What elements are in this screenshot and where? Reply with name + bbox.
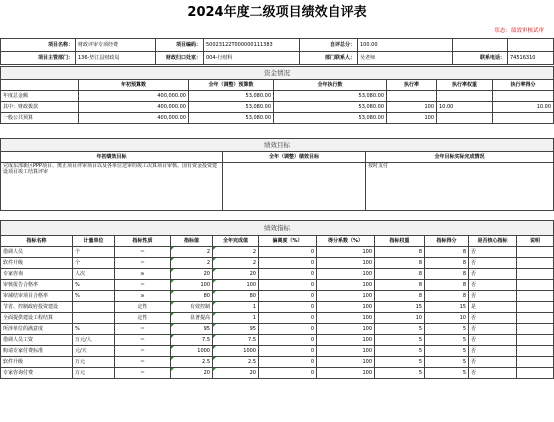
funds-cell: 100 bbox=[387, 102, 437, 113]
indicator-deviation: 0 bbox=[259, 368, 317, 379]
indicator-unit: 个 bbox=[73, 258, 115, 269]
indicator-core: 否 bbox=[469, 269, 517, 280]
indicator-unit: % bbox=[73, 291, 115, 302]
indicator-weight: 8 bbox=[375, 258, 425, 269]
indicator-header: 指标得分 bbox=[425, 236, 469, 247]
indicator-actual: 2 bbox=[213, 258, 259, 269]
indicator-header: 是否核心指标 bbox=[469, 236, 517, 247]
indicator-deviation: 0 bbox=[259, 324, 317, 335]
indicator-weight: 10 bbox=[375, 313, 425, 324]
indicator-deviation: 0 bbox=[259, 247, 317, 258]
indicator-actual: 100 bbox=[213, 280, 259, 291]
indicator-coef: 100 bbox=[317, 302, 375, 313]
indicator-actual: 7.5 bbox=[213, 335, 259, 346]
funds-cell: 400,000.00 bbox=[79, 102, 189, 113]
funds-cell bbox=[493, 113, 554, 124]
indicator-unit bbox=[73, 302, 115, 313]
table-row bbox=[1, 302, 554, 313]
table-row bbox=[1, 269, 554, 280]
adjusted-goal-text bbox=[223, 163, 366, 211]
indicators-section-title: 绩效指标 bbox=[1, 221, 554, 236]
info-table bbox=[0, 38, 554, 65]
indicator-value: 95 bbox=[171, 324, 213, 335]
contact-person-value: 吴老师 bbox=[358, 52, 453, 65]
indicator-weight: 5 bbox=[375, 346, 425, 357]
funds-header: 全年（调整）预算数 bbox=[189, 80, 274, 91]
table-row bbox=[1, 247, 554, 258]
indicator-score: 10 bbox=[425, 313, 469, 324]
indicator-core: 否 bbox=[469, 324, 517, 335]
funds-cell: 53,080.00 bbox=[189, 102, 274, 113]
funds-cell: 53,080.00 bbox=[274, 113, 387, 124]
indicator-header: 计量单位 bbox=[73, 236, 115, 247]
indicator-deviation: 0 bbox=[259, 357, 317, 368]
indicator-coef: 100 bbox=[317, 357, 375, 368]
indicator-score: 8 bbox=[425, 280, 469, 291]
funds-header: 年初预算数 bbox=[79, 80, 189, 91]
indicator-nature: ＝ bbox=[115, 247, 171, 258]
funds-header: 执行率得分 bbox=[493, 80, 554, 91]
indicator-score: 8 bbox=[425, 247, 469, 258]
funds-header: 执行率 bbox=[387, 80, 437, 91]
funds-cell: 53,080.00 bbox=[189, 91, 274, 102]
indicator-actual: 2.5 bbox=[213, 357, 259, 368]
indicator-weight: 8 bbox=[375, 280, 425, 291]
indicator-deviation: 0 bbox=[259, 346, 317, 357]
indicator-unit: 万元/人 bbox=[73, 335, 115, 346]
self-eval-score-label: 自评总分： bbox=[300, 39, 358, 52]
indicator-value: 20 bbox=[171, 269, 213, 280]
indicator-deviation: 0 bbox=[259, 313, 317, 324]
indicator-score: 5 bbox=[425, 368, 469, 379]
project-code-label: 项目编码： bbox=[156, 39, 204, 52]
funds-cell: 10.00 bbox=[493, 102, 554, 113]
indicator-deviation: 0 bbox=[259, 302, 317, 313]
indicator-name: 全面提供建设工程结算 bbox=[1, 313, 73, 324]
table-row bbox=[1, 258, 554, 269]
funds-cell bbox=[387, 91, 437, 102]
indicator-actual: 20 bbox=[213, 269, 259, 280]
indicator-note bbox=[517, 324, 554, 335]
indicator-weight: 5 bbox=[375, 368, 425, 379]
indicator-core: 否 bbox=[469, 258, 517, 269]
indicator-name: 节省、控制政府投资建设 bbox=[1, 302, 73, 313]
indicator-core: 否 bbox=[469, 291, 517, 302]
indicator-coef: 100 bbox=[317, 269, 375, 280]
indicator-score: 8 bbox=[425, 269, 469, 280]
funds-row-label: 其中：财政拨款 bbox=[1, 102, 79, 113]
indicator-actual: 1000 bbox=[213, 346, 259, 357]
goals-header: 全年（调整）绩效目标 bbox=[223, 152, 366, 163]
table-row bbox=[1, 324, 554, 335]
goals-header: 全年目标实际完成情况 bbox=[366, 152, 554, 163]
funds-row-label: 一般公共预算 bbox=[1, 113, 79, 124]
indicator-unit: % bbox=[73, 280, 115, 291]
indicator-value: 显著提高 bbox=[171, 313, 213, 324]
indicator-name: 借调人员 bbox=[1, 247, 73, 258]
indicator-unit: % bbox=[73, 324, 115, 335]
indicator-score: 5 bbox=[425, 357, 469, 368]
page-title: 2024年度二级项目绩效自评表 bbox=[187, 5, 367, 20]
indicator-name: 软件升级 bbox=[1, 258, 73, 269]
funds-cell bbox=[437, 113, 493, 124]
status-label: 状态：绩效审核试审 bbox=[494, 28, 544, 34]
indicator-coef: 100 bbox=[317, 368, 375, 379]
indicator-value: 1000 bbox=[171, 346, 213, 357]
indicator-unit: 人次 bbox=[73, 269, 115, 280]
indicator-note bbox=[517, 335, 554, 346]
indicator-unit: 万元 bbox=[73, 357, 115, 368]
indicator-header: 得分系数（%） bbox=[317, 236, 375, 247]
indicator-value: 2 bbox=[171, 247, 213, 258]
indicator-value: 100 bbox=[171, 280, 213, 291]
indicator-weight: 5 bbox=[375, 324, 425, 335]
indicator-note bbox=[517, 269, 554, 280]
funds-cell bbox=[493, 91, 554, 102]
table-row bbox=[1, 335, 554, 346]
indicator-unit: 万元 bbox=[73, 368, 115, 379]
indicator-note bbox=[517, 357, 554, 368]
indicator-nature: ＝ bbox=[115, 324, 171, 335]
indicator-value: 2.5 bbox=[171, 357, 213, 368]
indicator-score: 5 bbox=[425, 346, 469, 357]
indicator-note bbox=[517, 313, 554, 324]
indicator-deviation: 0 bbox=[259, 258, 317, 269]
table-row bbox=[1, 368, 554, 379]
indicator-nature: ≥ bbox=[115, 291, 171, 302]
supervisor-dept-label: 项目主管部门： bbox=[1, 52, 76, 65]
funds-cell: 53,080.00 bbox=[274, 91, 387, 102]
supervisor-dept-value: 136-垫江县财政局 bbox=[76, 52, 156, 65]
indicator-note bbox=[517, 291, 554, 302]
contact-person-label: 部门联系人： bbox=[300, 52, 358, 65]
funds-cell: 10.00 bbox=[437, 102, 493, 113]
funds-cell: 100 bbox=[387, 113, 437, 124]
indicator-actual: 95 bbox=[213, 324, 259, 335]
indicator-coef: 100 bbox=[317, 247, 375, 258]
indicator-deviation: 0 bbox=[259, 280, 317, 291]
indicator-header: 指标值 bbox=[171, 236, 213, 247]
indicator-score: 8 bbox=[425, 291, 469, 302]
indicator-header: 指标权重 bbox=[375, 236, 425, 247]
indicator-actual: 20 bbox=[213, 368, 259, 379]
indicator-name: 软件升级 bbox=[1, 357, 73, 368]
funds-header-empty bbox=[1, 80, 79, 91]
project-name-label: 项目名称： bbox=[1, 39, 76, 52]
indicator-header: 指标名称 bbox=[1, 236, 73, 247]
indicator-coef: 100 bbox=[317, 346, 375, 357]
project-name-value: 财政评审专项经费 bbox=[76, 39, 156, 52]
table-row bbox=[1, 280, 554, 291]
indicator-coef: 100 bbox=[317, 335, 375, 346]
phone-value: 74516310 bbox=[508, 52, 554, 65]
table-row bbox=[1, 291, 554, 302]
indicator-nature: ＝ bbox=[115, 280, 171, 291]
indicator-note bbox=[517, 302, 554, 313]
funds-cell: 53,080.00 bbox=[274, 102, 387, 113]
indicator-note bbox=[517, 247, 554, 258]
indicator-core: 否 bbox=[469, 357, 517, 368]
indicator-actual: 1 bbox=[213, 313, 259, 324]
info-empty-cell bbox=[453, 39, 508, 52]
indicator-nature: ＝ bbox=[115, 346, 171, 357]
indicator-name: 所涉单位的满意度 bbox=[1, 324, 73, 335]
indicator-core: 否 bbox=[469, 280, 517, 291]
indicators-table bbox=[0, 220, 554, 379]
indicator-name: 专家咨询付费 bbox=[1, 368, 73, 379]
indicator-coef: 100 bbox=[317, 258, 375, 269]
info-empty-cell bbox=[508, 39, 554, 52]
indicator-actual: 1 bbox=[213, 302, 259, 313]
indicator-core: 否 bbox=[469, 335, 517, 346]
goals-table bbox=[0, 138, 554, 211]
indicator-note bbox=[517, 258, 554, 269]
indicator-header: 偏离度（%） bbox=[259, 236, 317, 247]
indicator-value: 80 bbox=[171, 291, 213, 302]
funds-table bbox=[0, 66, 554, 124]
indicator-header: 全年完成值 bbox=[213, 236, 259, 247]
indicator-score: 15 bbox=[425, 302, 469, 313]
funds-cell: 400,000.00 bbox=[79, 113, 189, 124]
indicator-unit bbox=[73, 313, 115, 324]
indicator-weight: 5 bbox=[375, 357, 425, 368]
indicator-nature: 定性 bbox=[115, 313, 171, 324]
indicator-name: 审核报告合格率 bbox=[1, 280, 73, 291]
indicator-core: 是 bbox=[469, 302, 517, 313]
table-row bbox=[1, 357, 554, 368]
indicator-weight: 8 bbox=[375, 247, 425, 258]
indicator-actual: 2 bbox=[213, 247, 259, 258]
funds-cell: 53,080.00 bbox=[189, 113, 274, 124]
initial-goal-text: 完成东部新区PPP项目、奥正项目评审项目以及各单位送审的竣工决算项目审核、国有资金投资建设项目竣工结算评审 bbox=[1, 163, 223, 211]
funds-section-title: 资金情况 bbox=[1, 67, 554, 80]
indicator-header: 指标性质 bbox=[115, 236, 171, 247]
table-row bbox=[1, 313, 554, 324]
indicator-note bbox=[517, 280, 554, 291]
actual-completion-text: 按时支付 bbox=[366, 163, 554, 211]
indicator-actual: 80 bbox=[213, 291, 259, 302]
indicator-core: 否 bbox=[469, 247, 517, 258]
indicator-score: 8 bbox=[425, 258, 469, 269]
indicator-weight: 15 bbox=[375, 302, 425, 313]
indicator-coef: 100 bbox=[317, 280, 375, 291]
indicator-weight: 8 bbox=[375, 269, 425, 280]
funds-header: 执行率权重 bbox=[437, 80, 493, 91]
indicator-nature: ≥ bbox=[115, 269, 171, 280]
indicator-value: 2 bbox=[171, 258, 213, 269]
funds-row-label: 年度总金额 bbox=[1, 91, 79, 102]
indicator-note bbox=[517, 346, 554, 357]
indicator-name: 专家咨询 bbox=[1, 269, 73, 280]
indicator-name: 审减结审项目合格率 bbox=[1, 291, 73, 302]
indicator-nature: 定性 bbox=[115, 302, 171, 313]
indicator-core: 否 bbox=[469, 368, 517, 379]
self-eval-score-value: 100.00 bbox=[358, 39, 453, 52]
funds-header: 全年执行数 bbox=[274, 80, 387, 91]
project-code-value: 50023122T000000111383 bbox=[204, 39, 300, 52]
indicator-coef: 100 bbox=[317, 313, 375, 324]
indicator-note bbox=[517, 368, 554, 379]
indicator-nature: ＝ bbox=[115, 368, 171, 379]
indicator-weight: 8 bbox=[375, 291, 425, 302]
indicator-coef: 100 bbox=[317, 291, 375, 302]
indicator-nature: ＝ bbox=[115, 357, 171, 368]
indicator-weight: 5 bbox=[375, 335, 425, 346]
indicator-deviation: 0 bbox=[259, 335, 317, 346]
indicator-header: 说明 bbox=[517, 236, 554, 247]
indicator-name: 借调人员工资 bbox=[1, 335, 73, 346]
indicator-value: 有效控制 bbox=[171, 302, 213, 313]
funds-cell: 400,000.00 bbox=[79, 91, 189, 102]
indicator-coef: 100 bbox=[317, 324, 375, 335]
table-row bbox=[1, 346, 554, 357]
goals-header: 年初绩效目标 bbox=[1, 152, 223, 163]
goals-section-title: 绩效目标 bbox=[1, 139, 554, 152]
phone-label: 联系电话： bbox=[453, 52, 508, 65]
indicator-value: 7.5 bbox=[171, 335, 213, 346]
indicator-core: 否 bbox=[469, 346, 517, 357]
indicator-value: 20 bbox=[171, 368, 213, 379]
indicator-name: 购请专家付费标准 bbox=[1, 346, 73, 357]
indicator-core: 否 bbox=[469, 313, 517, 324]
finance-office-value: 004-行财科 bbox=[204, 52, 300, 65]
indicator-nature: ＝ bbox=[115, 258, 171, 269]
indicator-deviation: 0 bbox=[259, 291, 317, 302]
funds-cell bbox=[437, 91, 493, 102]
indicator-nature: ＝ bbox=[115, 335, 171, 346]
indicator-unit: 元/天 bbox=[73, 346, 115, 357]
indicator-score: 5 bbox=[425, 324, 469, 335]
indicator-unit: 个 bbox=[73, 247, 115, 258]
indicator-score: 5 bbox=[425, 335, 469, 346]
indicator-deviation: 0 bbox=[259, 269, 317, 280]
finance-office-label: 财政归口处室： bbox=[156, 52, 204, 65]
